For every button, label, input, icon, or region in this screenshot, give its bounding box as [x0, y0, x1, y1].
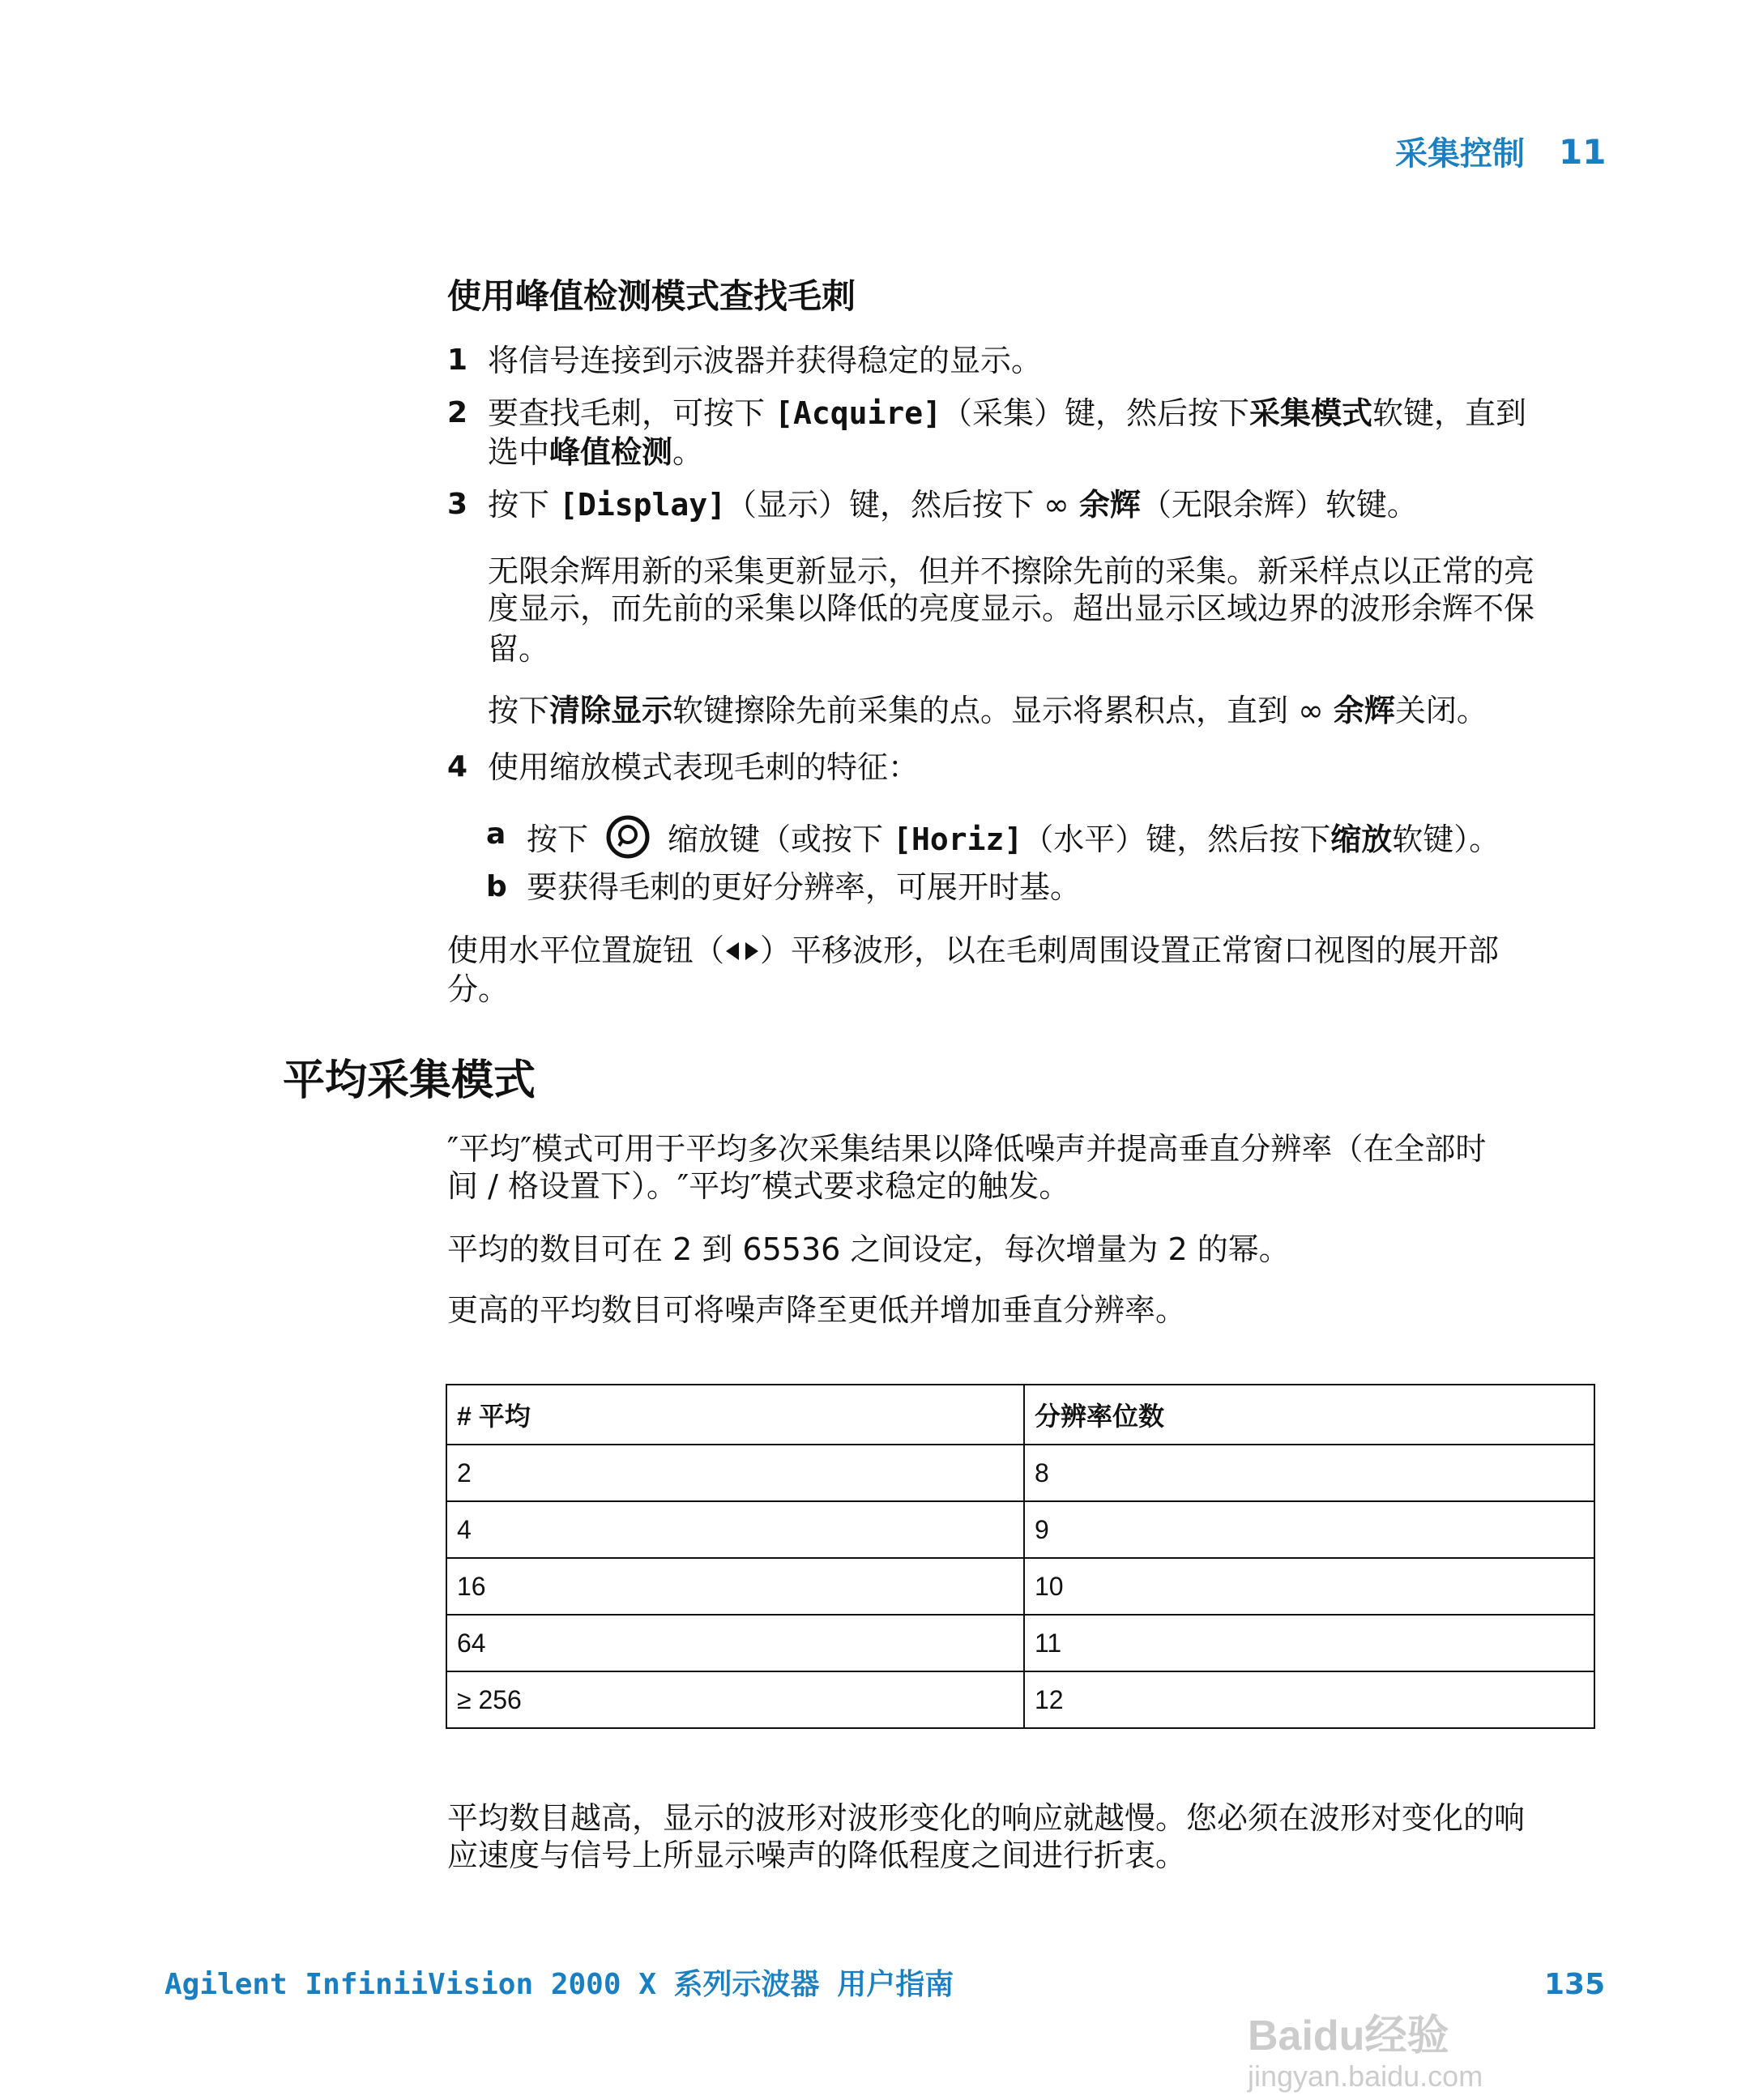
zoom-key-icon — [606, 815, 650, 868]
column-header: 分辨率位数 — [1024, 1385, 1594, 1445]
text: 按下 — [488, 693, 550, 728]
text: 关闭。 — [1394, 693, 1488, 728]
table-cell: 16 — [446, 1558, 1024, 1615]
substep-letter: a — [486, 817, 506, 851]
averages-resolution-table — [446, 1384, 1595, 1729]
text: 软键）。 — [1392, 822, 1500, 857]
text: 按下 — [488, 487, 560, 523]
step-text — [488, 433, 703, 472]
table-cell: ≥ 256 — [446, 1671, 1024, 1728]
text: 。 — [672, 434, 704, 470]
table-cell: 10 — [1024, 1558, 1594, 1615]
baidu-watermark — [1248, 2012, 1483, 2094]
step-text: 将信号连接到示波器并获得稳定的显示。 — [488, 343, 1043, 378]
step-number: 1 — [447, 344, 468, 377]
paragraph-line: 度显示，而先前的采集以降低的亮度显示。超出显示区域边界的波形余辉不保 — [488, 591, 1535, 626]
watermark-url: jingyan.baidu.com — [1248, 2059, 1483, 2093]
paragraph-line: 更高的平均数目可将噪声降至更低并增加垂直分辨率。 — [447, 1292, 1187, 1328]
paragraph-line: 平均的数目可在 2 到 65536 之间设定，每次增量为 2 的幂。 — [447, 1231, 1290, 1267]
table-row — [446, 1615, 1594, 1671]
step-number: 4 — [447, 750, 468, 783]
table-cell: 8 — [1024, 1445, 1594, 1501]
text: 缩放键（或按下 — [668, 822, 894, 857]
substep-letter: b — [486, 870, 507, 903]
step-text — [488, 485, 1418, 524]
paragraph-line: 平均数目越高，显示的波形对波形变化的响应就越慢。您必须在波形对变化的响 — [447, 1800, 1526, 1836]
paragraph-line: 无限余辉用新的采集更新显示，但并不擦除先前的采集。新采样点以正常的亮 — [488, 553, 1535, 589]
step-number: 3 — [447, 488, 468, 521]
table-cell: 4 — [446, 1501, 1024, 1558]
key-label: [Acquire] — [775, 395, 941, 431]
table-row — [446, 1671, 1594, 1728]
step-text — [488, 394, 1526, 433]
table-row — [446, 1501, 1594, 1558]
paragraph-line — [447, 931, 1499, 972]
table-row — [446, 1445, 1594, 1501]
text: 使用水平位置旋钮（ — [447, 933, 725, 968]
table-row — [446, 1558, 1594, 1615]
horizontal-position-knob-icon — [724, 933, 760, 972]
softkey-label: 余辉 — [1333, 693, 1395, 728]
table-cell: 64 — [446, 1615, 1024, 1671]
section-heading: 平均采集模式 — [283, 1056, 536, 1105]
step-text: 使用缩放模式表现毛刺的特征： — [488, 749, 920, 785]
softkey-label: 清除显示 — [549, 693, 673, 728]
watermark-brand: Baidu经验 — [1248, 2012, 1449, 2059]
key-label: [Display] — [559, 487, 726, 523]
table-cell: 2 — [446, 1445, 1024, 1501]
page-number: 135 — [1544, 1968, 1606, 2001]
mode-label: 峰值检测 — [549, 434, 673, 470]
column-header: # 平均 — [446, 1385, 1024, 1445]
text: 软键擦除先前采集的点。显示将累积点，直到 ∞ — [672, 693, 1334, 728]
paragraph-line: 分。 — [447, 971, 510, 1007]
chapter-title: 采集控制 — [1395, 135, 1525, 173]
text: （水平）键，然后按下 — [1022, 822, 1331, 857]
paragraph-line: 应速度与信号上所显示噪声的降低程度之间进行折衷。 — [447, 1838, 1187, 1873]
softkey-label: 采集模式 — [1249, 395, 1373, 431]
substep-text: 要获得毛刺的更好分辨率，可展开时基。 — [527, 869, 1082, 905]
table-cell: 12 — [1024, 1671, 1594, 1728]
step-number: 2 — [447, 396, 468, 429]
softkey-label: 余辉 — [1078, 487, 1141, 523]
key-label: [Horiz] — [893, 822, 1023, 857]
table-cell: 11 — [1024, 1615, 1594, 1671]
text: （显示）键，然后按下 ∞ — [726, 487, 1079, 523]
table-header-row — [446, 1385, 1594, 1445]
chapter-number: 11 — [1559, 132, 1607, 172]
softkey-label: 缩放 — [1330, 822, 1393, 857]
text: 软键，直到 — [1372, 395, 1527, 431]
section-heading: 使用峰值检测模式查找毛刺 — [447, 276, 856, 316]
substep-text — [527, 815, 1500, 868]
text: 按下 — [527, 822, 589, 857]
paragraph-line — [488, 691, 1488, 730]
paragraph-line: ″平均″模式可用于平均多次采集结果以降低噪声并提高垂直分辨率（在全部时 — [447, 1131, 1487, 1167]
table-cell: 9 — [1024, 1501, 1594, 1558]
text: ）平移波形，以在毛刺周围设置正常窗口视图的展开部 — [760, 933, 1500, 968]
paragraph-line: 间 / 格设置下）。″平均″模式要求稳定的触发。 — [447, 1168, 1070, 1204]
text: 要查找毛刺，可按下 — [488, 395, 775, 431]
text: （无限余辉）软键。 — [1140, 487, 1418, 523]
document-title: Agilent InfiniiVision 2000 X 系列示波器 用户指南 — [164, 1968, 954, 2001]
text: 选中 — [488, 434, 550, 470]
text: （采集）键，然后按下 — [941, 395, 1250, 431]
paragraph-line: 留。 — [488, 631, 550, 667]
